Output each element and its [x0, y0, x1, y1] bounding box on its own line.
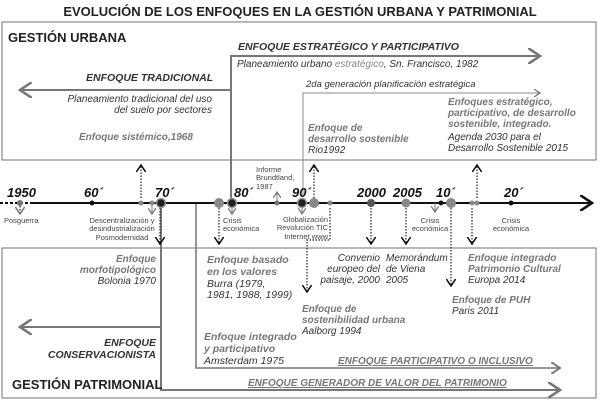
strategic-desc-c: , Sn. Francisco, 1982 [383, 59, 479, 70]
event-descentralizacion [82, 217, 162, 242]
strategic-desc-b: estratégico [334, 59, 384, 70]
generador-caption: ENFOQUE GENERADOR DE VALOR DEL PATRIMONIO [248, 378, 507, 389]
dot-2015 [475, 201, 480, 206]
event-globalizacion [258, 216, 328, 241]
sostenibilidad-line: Aalborg 1994 [302, 326, 362, 338]
event-line: Globalización [282, 215, 328, 224]
dot-desc [150, 201, 155, 206]
integrado-pc-line: Patrimonio Cultural [468, 264, 561, 276]
valores-line: Enfoque basado [207, 254, 289, 266]
year-20: 20´ [504, 185, 523, 200]
event-line: desindustrialización [89, 224, 155, 234]
event-brundtland [256, 166, 294, 191]
convenio-line: europeo del [327, 264, 380, 276]
heritage-heading: GESTIÓN PATRIMONIAL [12, 377, 163, 392]
puh-label [452, 295, 530, 317]
dot-75 [214, 198, 224, 208]
dot-2020 [509, 201, 514, 206]
integrated-line: participativo, de desarrollo [448, 108, 576, 120]
agenda-line: Agenda 2030 para el [448, 132, 541, 143]
event-line: Informe [256, 165, 282, 174]
puh-line: Enfoque de PUH [452, 295, 531, 306]
dot-60 [90, 201, 95, 206]
page-title: EVOLUCIÓN DE LOS ENFOQUES EN LA GESTIÓN URBANA Y PATRIMONIAL [63, 4, 537, 19]
sostenibilidad-label [302, 304, 405, 338]
year-80: 80´ [234, 185, 253, 200]
integrado-pc-label [468, 253, 561, 287]
convenio-label [320, 253, 380, 287]
traditional-desc [50, 94, 212, 116]
event-line: Crisis [223, 216, 242, 225]
event-line: Brundtland, [256, 173, 295, 183]
conserv-line: CONSERVACIONISTA [47, 348, 156, 361]
event-crisis-1 [223, 217, 259, 234]
event-line: 1987 [256, 181, 273, 191]
event-line: Crisis [420, 216, 440, 225]
event-line: Posmodernidad [95, 232, 149, 242]
integrado-part-label [204, 332, 297, 367]
strategic-desc [237, 59, 478, 70]
valores-label [207, 255, 292, 302]
morfo-line: Bolonia 1970 [97, 276, 156, 288]
puh-line: Paris 2011 [452, 306, 500, 318]
traditional-caption: ENFOQUE TRADICIONAL [86, 72, 214, 84]
dot-87 [275, 201, 280, 206]
second-gen-label: 2da generación planificación estratégica [306, 79, 476, 90]
integrated-line: Enfoques estratégico, [448, 97, 553, 108]
conservacionista-caption [40, 338, 156, 362]
integrated-line: sostenible, integrado. [448, 119, 552, 131]
sustainable-line: Enfoque de [308, 123, 363, 134]
viena-line: Memorándum [386, 253, 448, 264]
year-60: 60´ [84, 185, 103, 200]
valores-line: en los valores [207, 265, 278, 278]
participativo-caption: ENFOQUE PARTICIPATIVO O INCLUSIVO [338, 356, 533, 367]
event-line: económica [223, 224, 260, 234]
viena-label [386, 253, 448, 287]
strategic-caption: ENFOQUE ESTRATÉGICO Y PARTICIPATIVO [238, 41, 459, 53]
integrado-part-line: Amsterdam 1975 [204, 354, 284, 367]
morfo-line: Enfoque [116, 254, 156, 265]
convenio-line: paisaje, 2000 [320, 275, 380, 287]
agenda-line: Desarrollo Sostenible 2015 [448, 143, 569, 155]
sustainable-line: desarrollo sostenible [308, 134, 409, 146]
year-2005: 2005 [393, 185, 422, 200]
urban-heading: GESTIÓN URBANA [8, 30, 127, 45]
dot-2008 [439, 201, 444, 206]
sostenibilidad-line: sostenibilidad urbana [302, 315, 406, 327]
traditional-desc-line: Planeamiento tradicional del uso [67, 94, 212, 105]
convenio-line: Convenio [337, 253, 380, 264]
year-2000: 2000 [357, 185, 386, 200]
event-line: Descentralización y [89, 216, 155, 225]
dot-2014 [470, 201, 475, 206]
strategic-desc-a: Planeamiento urbano [237, 59, 335, 70]
event-crisis-2 [410, 217, 450, 234]
dot-posguerra [17, 200, 23, 206]
integrado-part-line: y participativo [204, 342, 276, 355]
year-90: 90´ [292, 185, 311, 200]
morfo-line: morfotipológico [79, 265, 156, 277]
conserv-line: ENFOQUE [104, 337, 156, 349]
year-70: 70´ [155, 185, 174, 200]
event-crisis-3 [486, 217, 536, 234]
integrated-label [448, 97, 576, 131]
viena-line: 2005 [386, 275, 409, 287]
event-line: económica [411, 224, 449, 234]
event-line: Internet www [284, 231, 328, 241]
morfo-label [60, 254, 156, 288]
sustainable-line: Rio1992 [308, 145, 346, 157]
year-10: 10´ [436, 185, 455, 200]
integrado-pc-line: Europa 2014 [468, 275, 526, 287]
integrado-pc-line: Enfoque integrado [468, 253, 557, 264]
systemic-label: Enfoque sistémico,1968 [79, 132, 193, 143]
dot-68 [139, 201, 144, 206]
event-line: Crisis [501, 216, 521, 225]
year-1950: 1950 [7, 185, 36, 200]
traditional-desc-line: del suelo por sectores [114, 105, 212, 117]
event-line: económica [492, 224, 530, 234]
sostenibilidad-line: Enfoque de [302, 304, 357, 315]
event-posguerra: Posguerra [4, 216, 39, 225]
event-line: Revolución TIC [276, 223, 328, 233]
sustainable-label [308, 123, 409, 157]
valores-line: 1981, 1988, 1999) [207, 289, 293, 302]
valores-line: Burra (1979, [207, 277, 266, 290]
viena-line: de Viena [386, 264, 426, 276]
agenda-label [448, 132, 568, 154]
integrado-part-line: Enfoque integrado [204, 331, 297, 343]
dot-94 [328, 201, 333, 206]
